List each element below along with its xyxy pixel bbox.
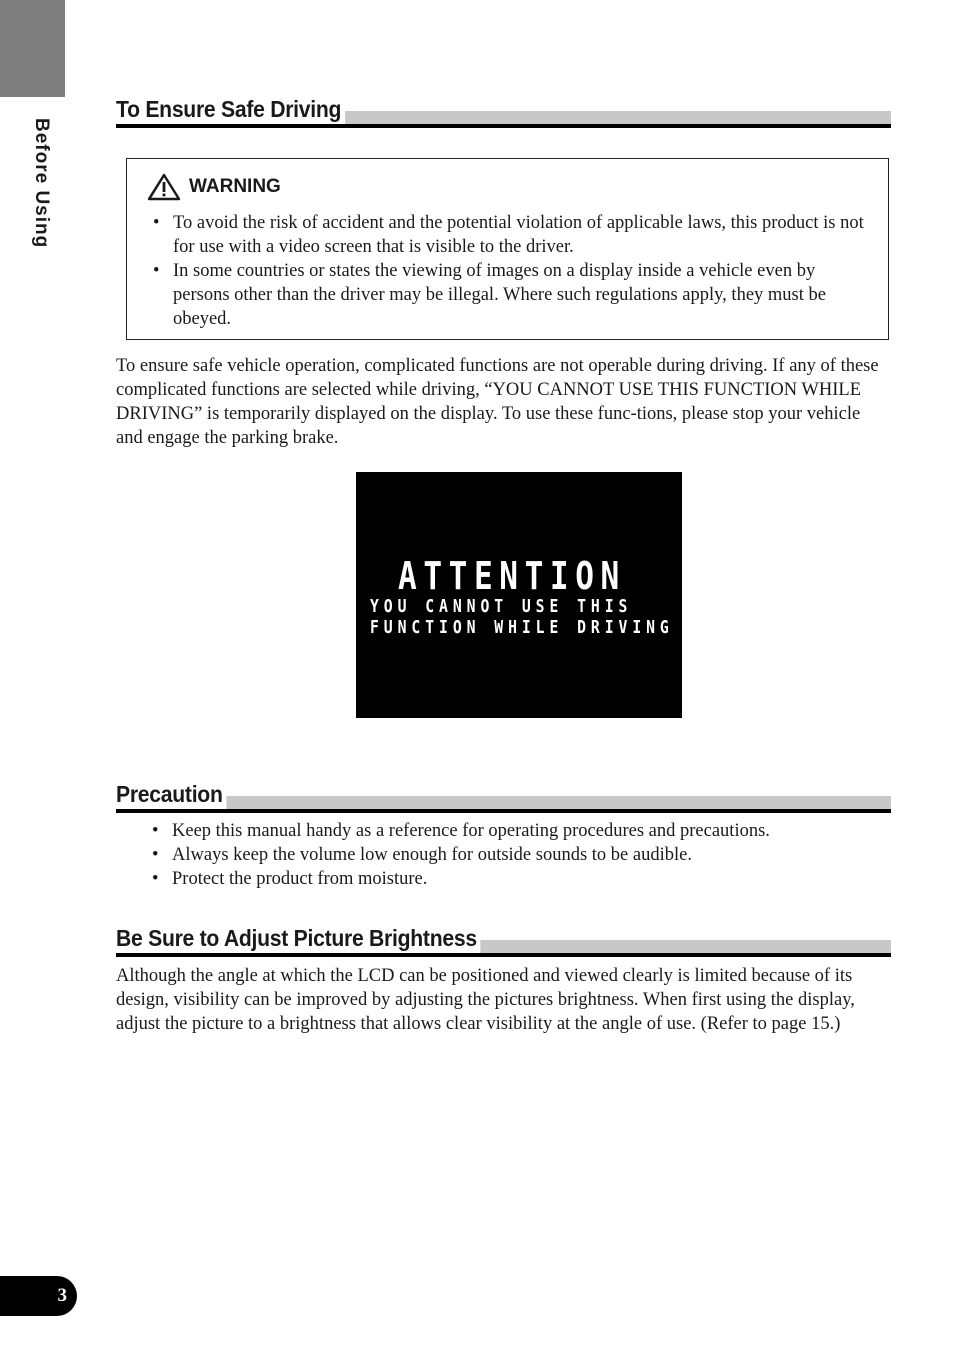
side-tab-marker <box>0 0 65 97</box>
precaution-item: • Keep this manual handy as a reference for operating procedures and precautions. <box>146 819 891 843</box>
side-tab-label: Before Using <box>31 118 52 249</box>
header-rule <box>116 953 891 957</box>
screen-heading: ATTENTION <box>398 554 626 598</box>
precaution-list <box>146 819 891 891</box>
screen-line-1: YOU CANNOT USE THIS <box>370 596 633 617</box>
warning-item: • In some countries or states the viewing of images on a display inside a vehicle even by persons other than the driver may be illegal. Where such regulations apply, they must be obeyed. <box>147 259 867 331</box>
header-rule <box>116 809 891 813</box>
precaution-item: • Always keep the volume low enough for outside sounds to be audible. <box>146 843 891 867</box>
warning-triangle-icon <box>147 173 181 201</box>
section-title: To Ensure Safe Driving <box>116 94 345 124</box>
section-title: Precaution <box>116 779 226 809</box>
page-number: 3 <box>0 1276 77 1316</box>
screen-line-2: FUNCTION WHILE DRIVING <box>370 617 674 638</box>
warning-title: WARNING <box>189 176 281 197</box>
section-header-precaution <box>116 779 891 813</box>
brightness-body: Although the angle at which the LCD can be positioned and viewed clearly is limited because of its design, visibility can be improved by adjusting the pictures brightness. When first using the display, adjust the picture to a brightness that allows clear visibility at the angle of use. (Refer to page 15.) <box>116 966 855 1034</box>
section-header-brightness <box>116 923 891 957</box>
warning-item: • To avoid the risk of accident and the potential violation of applicable laws, this product is not for use with a video screen that is visible to the driver. <box>147 211 867 259</box>
section-header-safe-driving <box>116 94 891 128</box>
header-rule <box>116 124 891 128</box>
precaution-item: • Protect the product from moisture. <box>146 867 891 891</box>
warning-box <box>126 158 889 340</box>
warning-list <box>147 211 867 331</box>
warning-heading <box>147 173 281 201</box>
section-title: Be Sure to Adjust Picture Brightness <box>116 923 481 953</box>
safe-driving-body: To ensure safe vehicle operation, complicated functions are not operable during driving. If any of these complicated functions are selected while driving, “YOU CANNOT USE THIS FUNCTION WHILE DRIVING” is temporarily displayed on the display. To use these func-tions, please stop your vehicle and engage the parking brake. <box>116 356 879 448</box>
header-band <box>116 796 891 809</box>
attention-screen-image <box>356 472 682 718</box>
